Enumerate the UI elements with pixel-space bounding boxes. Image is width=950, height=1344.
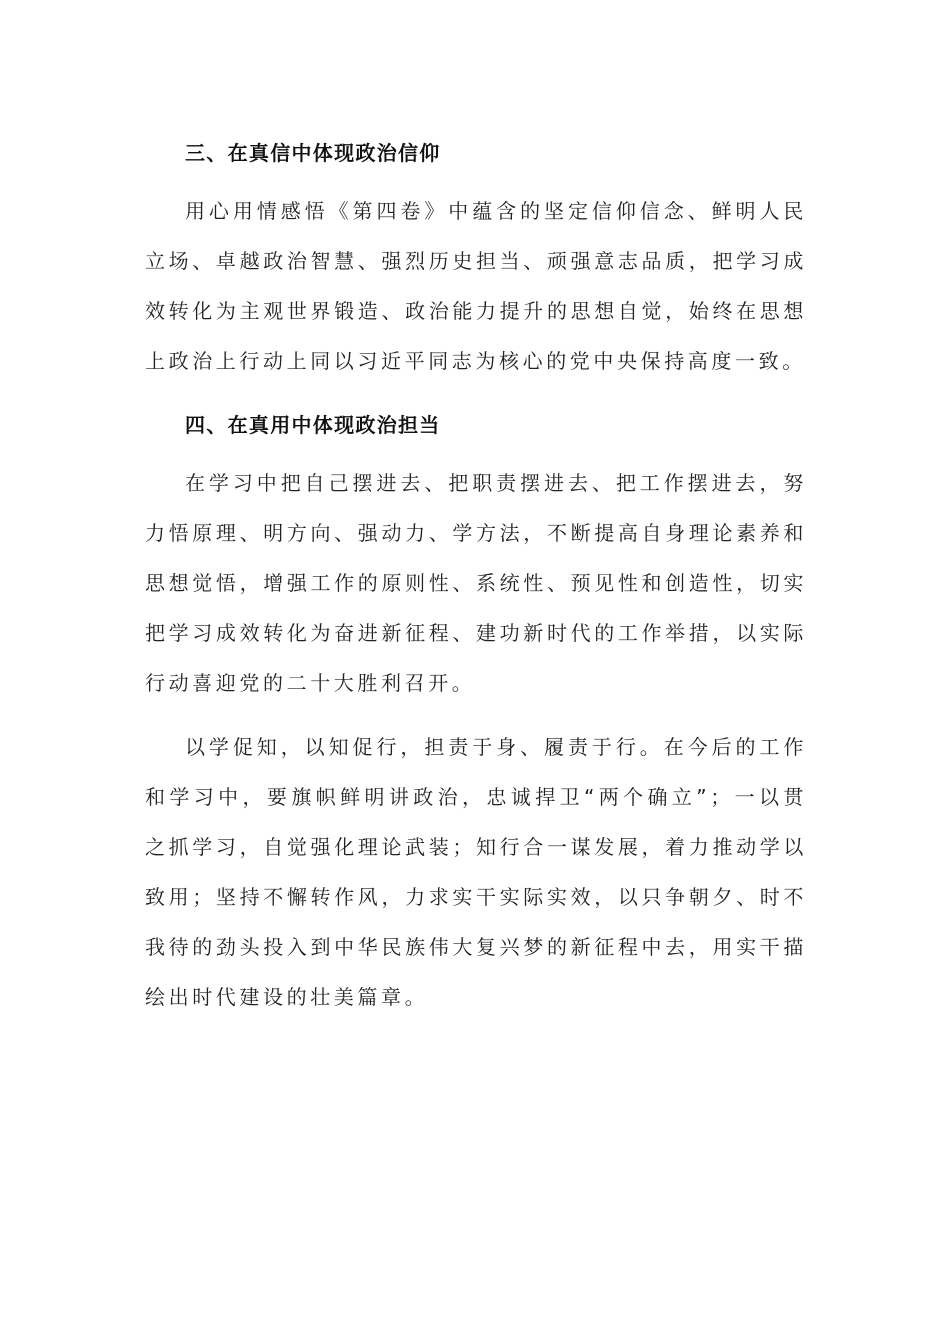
section-4-paragraph-1: 在学习中把自己摆进去、把职责摆进去、把工作摆进去，努力悟原理、明方向、强动力、学方法，不断提高自身理论素养和思想觉悟，增强工作的原则性、系统性、预见性和创造性，切实把学习成效转化为奋进新征程、建功新时代的工作举措，以实际行动喜迎党的二十大胜利召开。 xyxy=(145,471,807,695)
section-heading-3: 三、在真信中体现政治信仰 xyxy=(185,141,441,165)
section-heading-4: 四、在真用中体现政治担当 xyxy=(185,413,441,437)
document-body xyxy=(145,128,807,1036)
section-4-paragraph-2: 以学促知，以知促行，担责于身、履责于行。在今后的工作和学习中，要旗帜鲜明讲政治，忠诚捍卫“两个确立”；一以贯之抓学习，自觉强化理论武装；知行合一谋发展，着力推动学以致用；坚持不懈转作风，力求实干实际实效，以只争朝夕、时不我待的劲头投入到中华民族伟大复兴梦的新征程中去，用实干描绘出时代建设的壮美篇章。 xyxy=(145,735,807,1009)
section-3-paragraph-1: 用心用情感悟《第四卷》中蕴含的坚定信仰信念、鲜明人民立场、卓越政治智慧、强烈历史担当、顽强意志品质，把学习成效转化为主观世界锻造、政治能力提升的思想自觉，始终在思想上政治上行动上同以习近平同志为核心的党中央保持高度一致。 xyxy=(145,199,807,373)
